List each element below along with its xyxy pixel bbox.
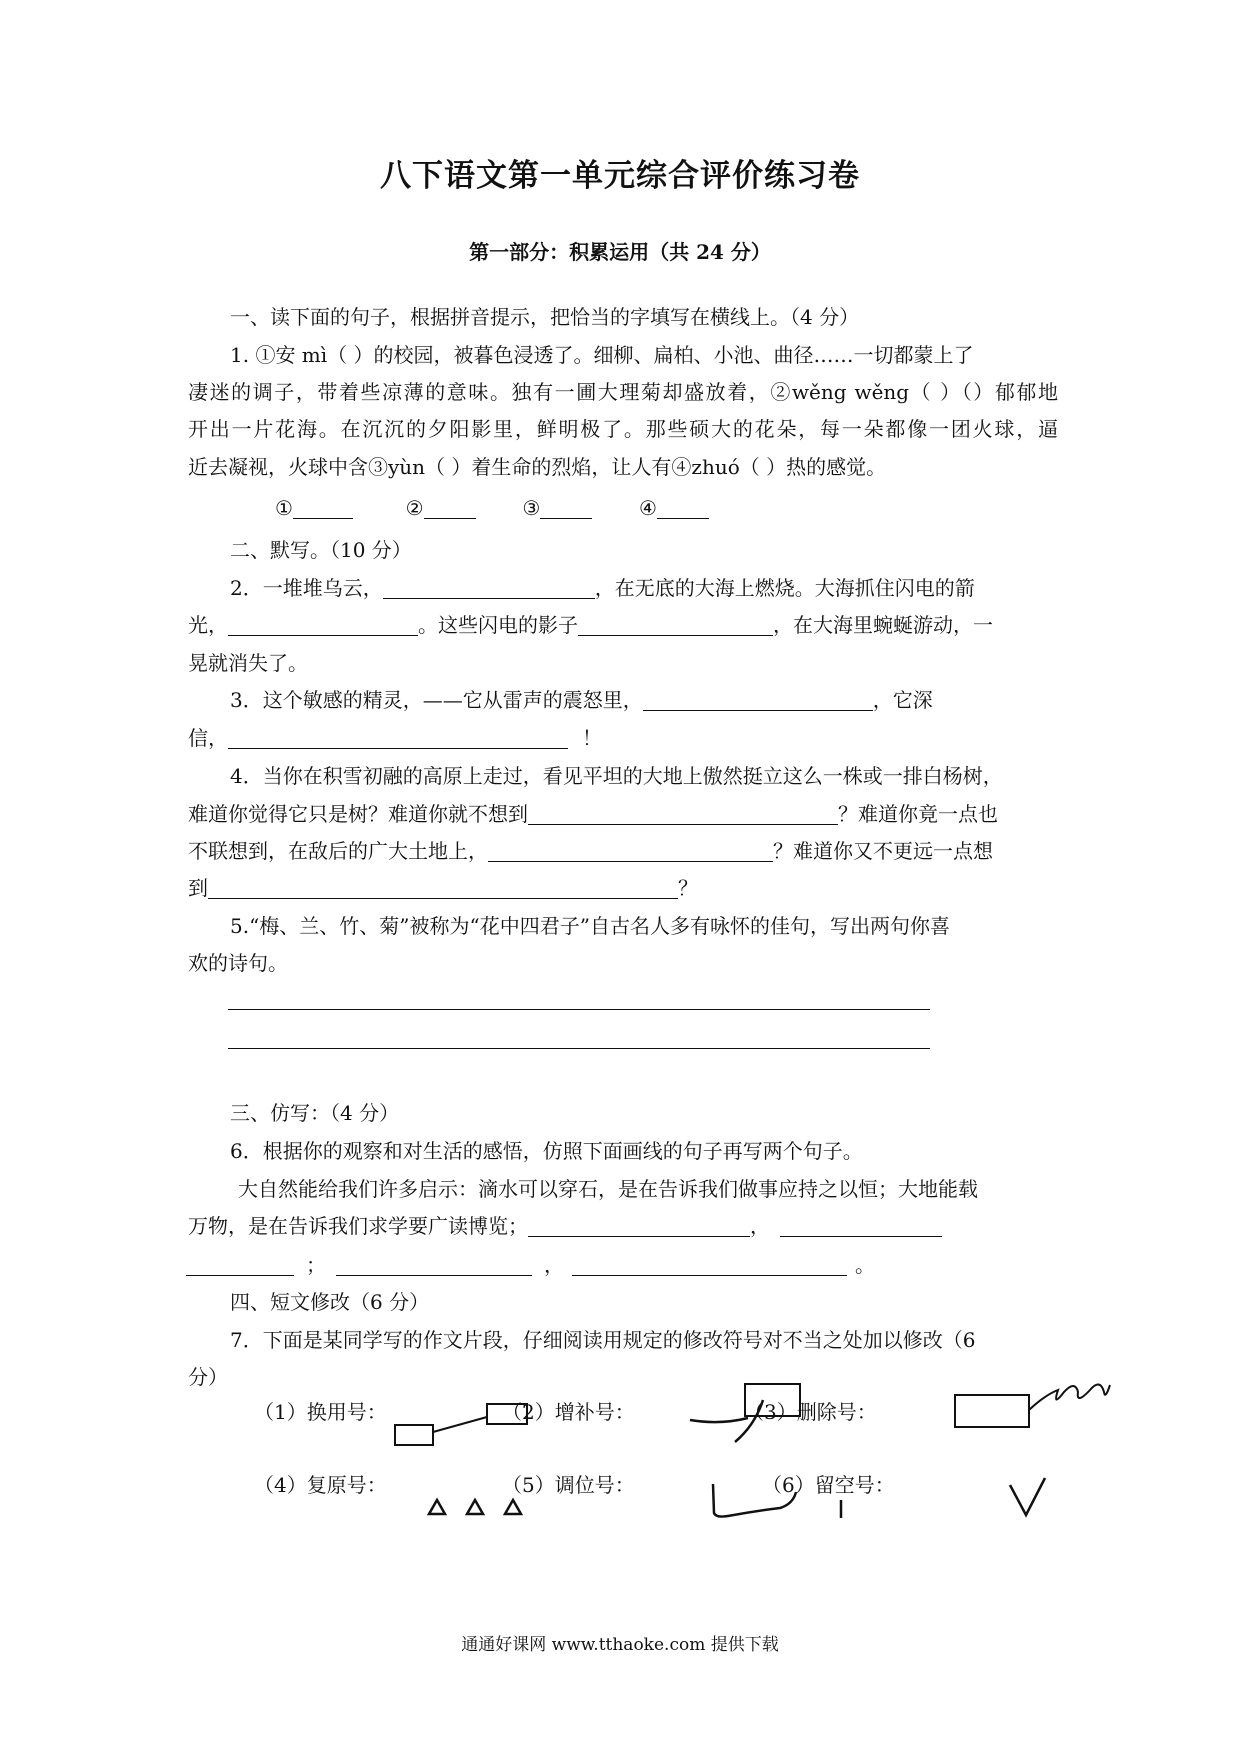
blank-label-3: ③ — [522, 496, 541, 520]
q6-line-2: 大自然能给我们许多启示：滴水可以穿石，是在告诉我们做事应持之以恒；大地能载 — [238, 1177, 978, 1201]
q2-text-d: 。这些闪电的影子 — [418, 613, 578, 637]
q2-text-e: ，在大海里蜿蜒游动，一 — [773, 613, 993, 637]
mark-label-transpose: （5）调位号： — [502, 1473, 635, 1497]
transpose-mark-icon — [713, 1484, 841, 1518]
q7-line-2: 分） — [188, 1365, 228, 1389]
q4-text-e: 到 — [188, 876, 208, 900]
insert-mark-icon — [690, 1384, 800, 1442]
q4-text-f: ？ — [678, 876, 698, 900]
mark-label-insert: （2）增补号： — [502, 1400, 635, 1424]
page-title: 八下语文第一单元综合评价练习卷 — [380, 158, 860, 194]
section-3-heading: 三、仿写：（4 分） — [230, 1101, 400, 1125]
q6-text-a: 万物，是在告诉我们求学要广读博览； — [188, 1214, 528, 1238]
q3-text-c: 信， — [188, 726, 228, 750]
part-one-heading: 第一部分：积累运用（共 24 分） — [469, 240, 771, 264]
blank-label-1: ① — [275, 496, 293, 520]
q4-text-b: ？难道你竟一点也 — [838, 802, 998, 826]
q4-text-d: ？难道你又不更远一点想 — [773, 839, 993, 863]
q4-line-1: 4．当你在积雪初融的高原上走过，看见平坦的大地上傲然挺立这么一株或一排白杨树， — [230, 764, 1003, 788]
delete-mark-icon — [955, 1384, 1110, 1427]
q6-text-b: ， — [750, 1214, 770, 1238]
q4-text-a: 难道你觉得它只是树？难道你就不想到 — [188, 802, 528, 826]
space-mark-icon — [1010, 1478, 1045, 1515]
q5-line-1: 5.“梅、兰、竹、菊”被称为“花中四君子”自古名人多有咏怀的佳句，写出两句你喜 — [230, 914, 950, 938]
restore-mark-icon — [429, 1500, 521, 1514]
q4-text-c: 不联想到，在敌后的广大土地上， — [188, 839, 488, 863]
q2-line-3: 晃就消失了。 — [188, 651, 308, 675]
mark-label-restore: （4）复原号： — [254, 1473, 387, 1497]
q3-text-d: ！ — [582, 726, 602, 750]
q1-line-1: 1. ①安 mì（ ）的校园，被暮色浸透了。细柳、扁柏、小池、曲径……一切都蒙上了 — [230, 343, 974, 367]
q3-text-b: ，它深 — [872, 688, 933, 712]
q6-line-1: 6．根据你的观察和对生活的感悟，仿照下面画线的句子再写两个句子。 — [230, 1139, 863, 1163]
q6-text-c: ； — [306, 1253, 326, 1277]
replace-mark-icon — [395, 1404, 527, 1445]
q1-line-4: 近去凝视，火球中含③yùn（ ）着生命的烈焰，让人有④zhuó（ ）热的感觉。 — [188, 455, 887, 479]
mark-label-space: （6）留空号： — [762, 1473, 895, 1497]
section-1-heading: 一、读下面的句子，根据拼音提示，把恰当的字填写在横线上。（4 分） — [230, 305, 860, 329]
q2-text-b: ，在无底的大海上燃烧。大海抓住闪电的箭 — [594, 576, 975, 600]
blank-label-4: ④ — [638, 496, 657, 520]
mark-label-delete: （3）删除号： — [744, 1400, 877, 1424]
mark-label-replace: （1）换用号： — [254, 1400, 387, 1424]
section-2-heading: 二、默写。（10 分） — [230, 538, 412, 562]
q2-text-c: 光， — [188, 613, 228, 637]
q6-text-d: ， — [544, 1253, 564, 1277]
q3-text-a: 3．这个敏感的精灵，——它从雷声的震怒里， — [230, 688, 643, 712]
footer-credit: 通通好课网 www.tthaoke.com 提供下载 — [461, 1635, 779, 1655]
q2-text-a: 2．一堆堆乌云， — [230, 576, 383, 600]
q1-line-3: 开出一片花海。在沉沉的夕阳影里，鲜明极了。那些硕大的花朵，每一朵都像一团火球，逼 — [188, 417, 1058, 441]
q5-line-2: 欢的诗句。 — [188, 951, 288, 975]
q7-line-1: 7．下面是某同学写的作文片段，仔细阅读用规定的修改符号对不当之处加以修改（6 — [230, 1328, 976, 1352]
q6-text-e: 。 — [855, 1253, 875, 1277]
q1-line-2: 凄迷的调子，带着些凉薄的意味。独有一圃大理菊却盛放着，②wěng wěng（ ）（）郁郁地 — [188, 380, 1058, 404]
blank-label-2: ② — [405, 496, 424, 520]
section-4-heading: 四、短文修改（6 分） — [230, 1290, 430, 1314]
